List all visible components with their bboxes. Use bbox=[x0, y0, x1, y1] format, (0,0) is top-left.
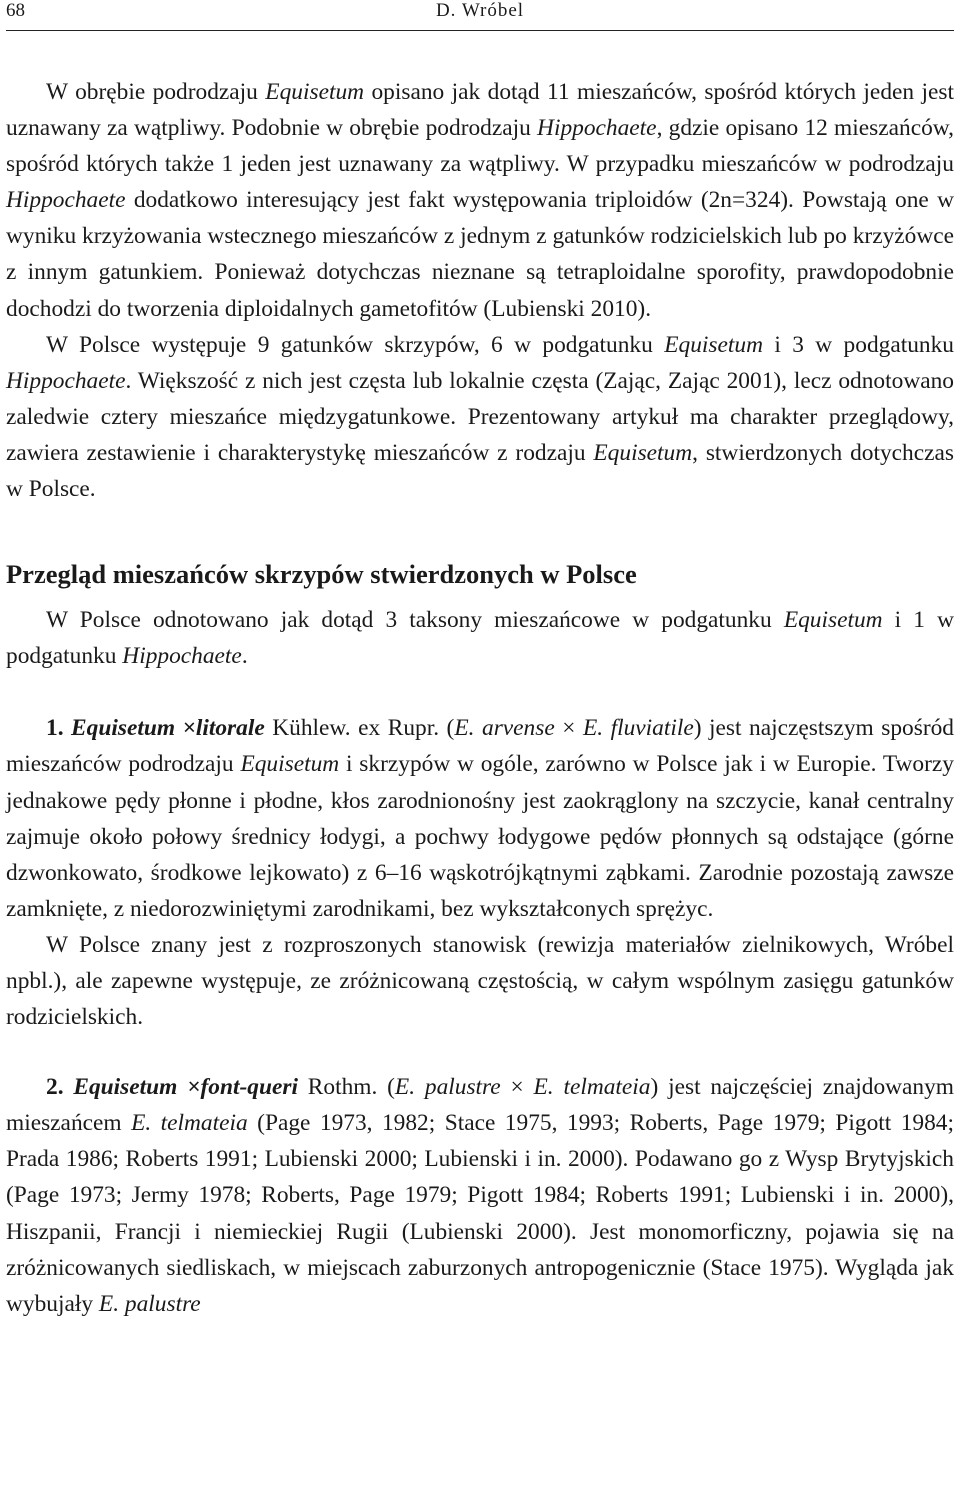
item-number: 2. bbox=[46, 1074, 74, 1101]
taxon-name: E. arvense bbox=[454, 715, 555, 742]
text-run: ) jest najczęstszym spośród mieszańców podrodzaju bbox=[6, 715, 955, 778]
taxon-name: Equisetum bbox=[783, 607, 883, 634]
taxon-name: Hippochaete bbox=[6, 187, 126, 214]
paragraph-litorale-distribution bbox=[6, 927, 954, 1035]
paragraph-intro-hybrids bbox=[6, 74, 954, 327]
text-run: W Polsce odnotowano jak dotąd 3 taksony mieszańcowe w podgatunku bbox=[46, 607, 784, 634]
running-header bbox=[6, 0, 954, 31]
text-run: , stwierdzonych dotychczas w Polsce. bbox=[6, 439, 954, 503]
text-run: Kühlew. ex Rupr. ( bbox=[264, 715, 455, 742]
text-run: Rothm. ( bbox=[297, 1074, 395, 1101]
text-run: , gdzie opisano 12 mieszańców, spośród których także 1 jeden jest uznawany za wątpliwy. W przypadku mieszańców w podrodzaju bbox=[6, 115, 954, 178]
paragraph-equisetum-font-queri bbox=[6, 1069, 954, 1322]
text-run: opisano jak dotąd 11 mieszańców, spośród których jeden jest uznawany za wątpliwy. Podobnie w obrębie podrodzaju bbox=[6, 79, 954, 142]
hybrid-name: Equisetum ×litorale bbox=[71, 715, 265, 742]
text-run: (Page 1973, 1982; Stace 1975, 1993; Roberts, Page 1979; Pigott 1984; Prada 1986; Roberts 1991; Lubienski 2000; Lubienski i in. 2000). Podawano go z Wysp Brytyjskich (Page 1973; Jermy 1978; Roberts, Page 1979; Pigott 1984; Roberts 1991; Lubienski i in. 2000), Hiszpanii, Francji i niemieckiej Rugii (Lubienski 2000). Jest monomorficzny, pojawia się na zróżnicowanych siedliskach, w miejscach zaburzonych antropogenicznie (Stace 1975). Wygląda jak wybujały bbox=[6, 1110, 954, 1317]
taxon-name: Equisetum bbox=[265, 79, 365, 105]
taxon-name: Equisetum bbox=[593, 439, 693, 466]
text-run: i 1 w podgatunku bbox=[6, 607, 954, 670]
running-title: D. Wróbel bbox=[435, 0, 525, 21]
text-run: W obrębie podrodzaju bbox=[46, 79, 266, 105]
text-run: i 3 w podgatunku bbox=[762, 331, 955, 358]
text-run: i skrzypów w ogóle, zarówno w Polsce jak i w Europie. Tworzy jednakowe pędy płonne i płodne, kłos zarodnionośny jest zaokrąglony na szczycie, kanał centralny zajmuje około połowy średnicy łodygi, a pochwy łodygowe pędów płonnych są odstające (górne dzwonkowato, środkowe lejkowato) z 6–16 wąskotrójkątnymi ząbkami. Zarodnie pozostają zawsze zamknięte, z niedorozwiniętymi zarodnikami, bez wykształconych sprężyc. bbox=[6, 751, 954, 922]
paragraph-equisetum-litorale bbox=[6, 710, 954, 927]
text-run: dodatkowo interesujący jest fakt występowania triploidów (2n=324). Powstają one w wyniku krzyżowania wstecznego mieszańców z jednym z gatunków rodzicielskich lub po krzyżówce z innym gatunkiem. Ponieważ dotychczas nieznane są tetraploidalne sporofity, prawdopodobnie dochodzi do tworzenia diploidalnych gametofitów (Lubienski 2010). bbox=[6, 187, 954, 322]
item-number: 1. bbox=[46, 715, 72, 742]
hybrid-name: Equisetum ×font-queri bbox=[73, 1074, 298, 1101]
taxon-name: E. palustre bbox=[394, 1074, 501, 1101]
taxon-name: Hippochaete bbox=[537, 115, 657, 142]
taxon-name: Equisetum bbox=[664, 331, 763, 358]
taxon-name: E. telmateia bbox=[533, 1074, 651, 1101]
text-run: . bbox=[241, 643, 248, 670]
section-heading: Przegląd mieszańców skrzypów stwierdzonych w Polsce bbox=[6, 559, 637, 590]
taxon-name: Hippochaete bbox=[6, 367, 126, 394]
taxon-name: E. fluviatile bbox=[582, 715, 694, 742]
taxon-name: E. palustre bbox=[98, 1290, 201, 1317]
body-text bbox=[6, 74, 954, 1322]
taxon-name: Equisetum bbox=[240, 751, 340, 778]
text-run: . Większość z nich jest częsta lub lokalnie częsta (Zając, Zając 2001), lecz odnotowano zaledwie cztery mieszańce międzygatunkowe. Prezentowany artykuł ma charakter przeglądowy, zawiera zestawienie i charakterystykę mieszańców z rodzaju bbox=[6, 367, 954, 466]
paragraph-taxa-count bbox=[6, 602, 954, 674]
text-run: W Polsce znany jest z rozproszonych stanowisk (rewizja materiałów zielnikowych, Wróbel npbl.), ale zapewne występuje, ze zróżnicowaną częstością, w całym wspólnym zasięgu gatunków rodzicielskich. bbox=[6, 931, 954, 1031]
text-run: × bbox=[500, 1074, 534, 1101]
page-number: 68 bbox=[6, 0, 25, 21]
paragraph-poland-species bbox=[6, 327, 954, 507]
taxon-name: E. telmateia bbox=[131, 1110, 248, 1137]
text-run: × bbox=[554, 715, 583, 742]
text-run: W Polsce występuje 9 gatunków skrzypów, 6 w podgatunku bbox=[46, 331, 665, 358]
taxon-name: Hippochaete bbox=[122, 643, 242, 670]
text-run: ) jest najczęściej znajdowanym mieszańcem bbox=[6, 1074, 954, 1137]
